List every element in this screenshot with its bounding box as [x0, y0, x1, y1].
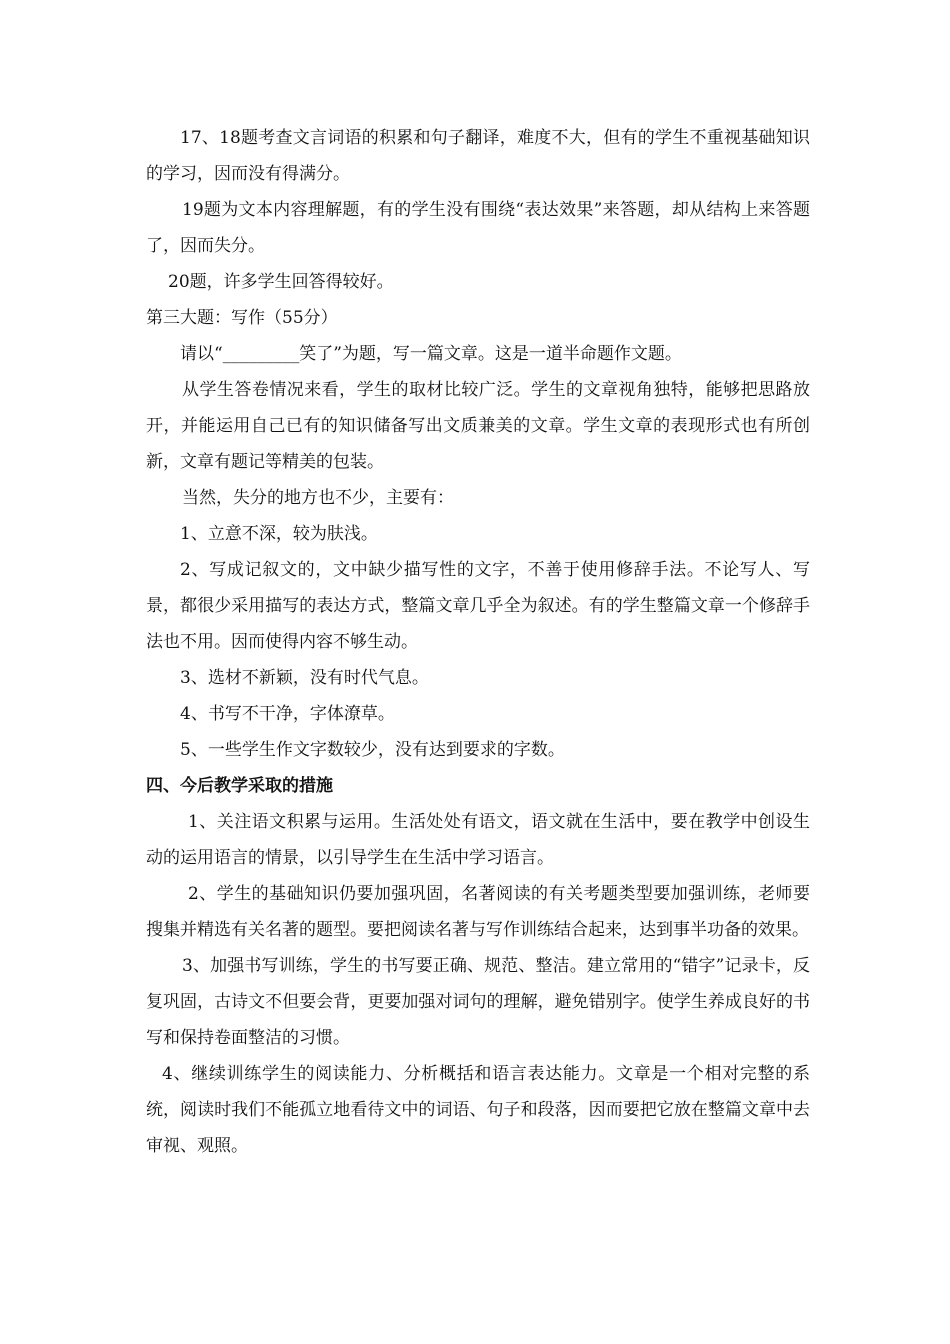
section-four-heading: 四、今后教学采取的措施 — [146, 776, 333, 796]
list-item-weakness-3: 3、选材不新颖，没有时代气息。 — [180, 668, 429, 688]
list-item-weakness-1: 1、立意不深，较为肤浅。 — [180, 524, 378, 544]
list-item-measure-3: 3、加强书写训练，学生的书写要正确、规范、整洁。建立常用的“错字”记录卡，反复巩固，古诗文不但要会背，更要加强对词句的理解，避免错别字。使学生养成良好的书写和保持卷面整洁的习惯。 — [146, 956, 810, 1048]
list-item-weakness-5: 5、一些学生作文字数较少，没有达到要求的字数。 — [180, 740, 565, 760]
list-item-measure-1: 1、关注语文积累与运用。生活处处有语文，语文就在生活中，要在教学中创设生动的运用语言的情景，以引导学生在生活中学习语言。 — [146, 812, 810, 868]
paragraph-essay-prompt: 请以“_________笑了”为题，写一篇文章。这是一道半命题作文题。 — [180, 344, 682, 364]
list-item-measure-4: 4、继续训练学生的阅读能力、分析概括和语言表达能力。文章是一个相对完整的系统，阅读时我们不能孤立地看待文中的词语、句子和段落，因而要把它放在整篇文章中去审视、观照。 — [146, 1064, 810, 1156]
document-body — [146, 120, 810, 1164]
paragraph-essay-weaknesses-intro: 当然，失分的地方也不少，主要有： — [182, 488, 454, 508]
paragraph-q17-18: 17、18题考查文言词语的积累和句子翻译，难度不大，但有的学生不重视基础知识的学习，因而没有得满分。 — [146, 128, 810, 184]
list-item-weakness-4: 4、书写不干净，字体潦草。 — [180, 704, 395, 724]
list-item-measure-2: 2、学生的基础知识仍要加强巩固，名著阅读的有关考题类型要加强训练，老师要搜集并精选有关名著的题型。要把阅读名著与写作训练结合起来，达到事半功备的效果。 — [146, 884, 810, 940]
paragraph-essay-strengths: 从学生答卷情况来看，学生的取材比较广泛。学生的文章视角独特，能够把思路放开，并能运用自己已有的知识储备写出文质兼美的文章。学生文章的表现形式也有所创新，文章有题记等精美的包装。 — [146, 380, 810, 472]
section-three-title: 第三大题：写作（55分） — [146, 308, 338, 328]
list-item-weakness-2: 2、写成记叙文的，文中缺少描写性的文字，不善于使用修辞手法。不论写人、写景，都很少采用描写的表达方式，整篇文章几乎全为叙述。有的学生整篇文章一个修辞手法也不用。因而使得内容不够生动。 — [146, 560, 810, 652]
paragraph-q19: 19题为文本内容理解题，有的学生没有围绕“表达效果”来答题，却从结构上来答题了，因而失分。 — [146, 200, 810, 256]
paragraph-q20: 20题，许多学生回答得较好。 — [168, 272, 394, 292]
